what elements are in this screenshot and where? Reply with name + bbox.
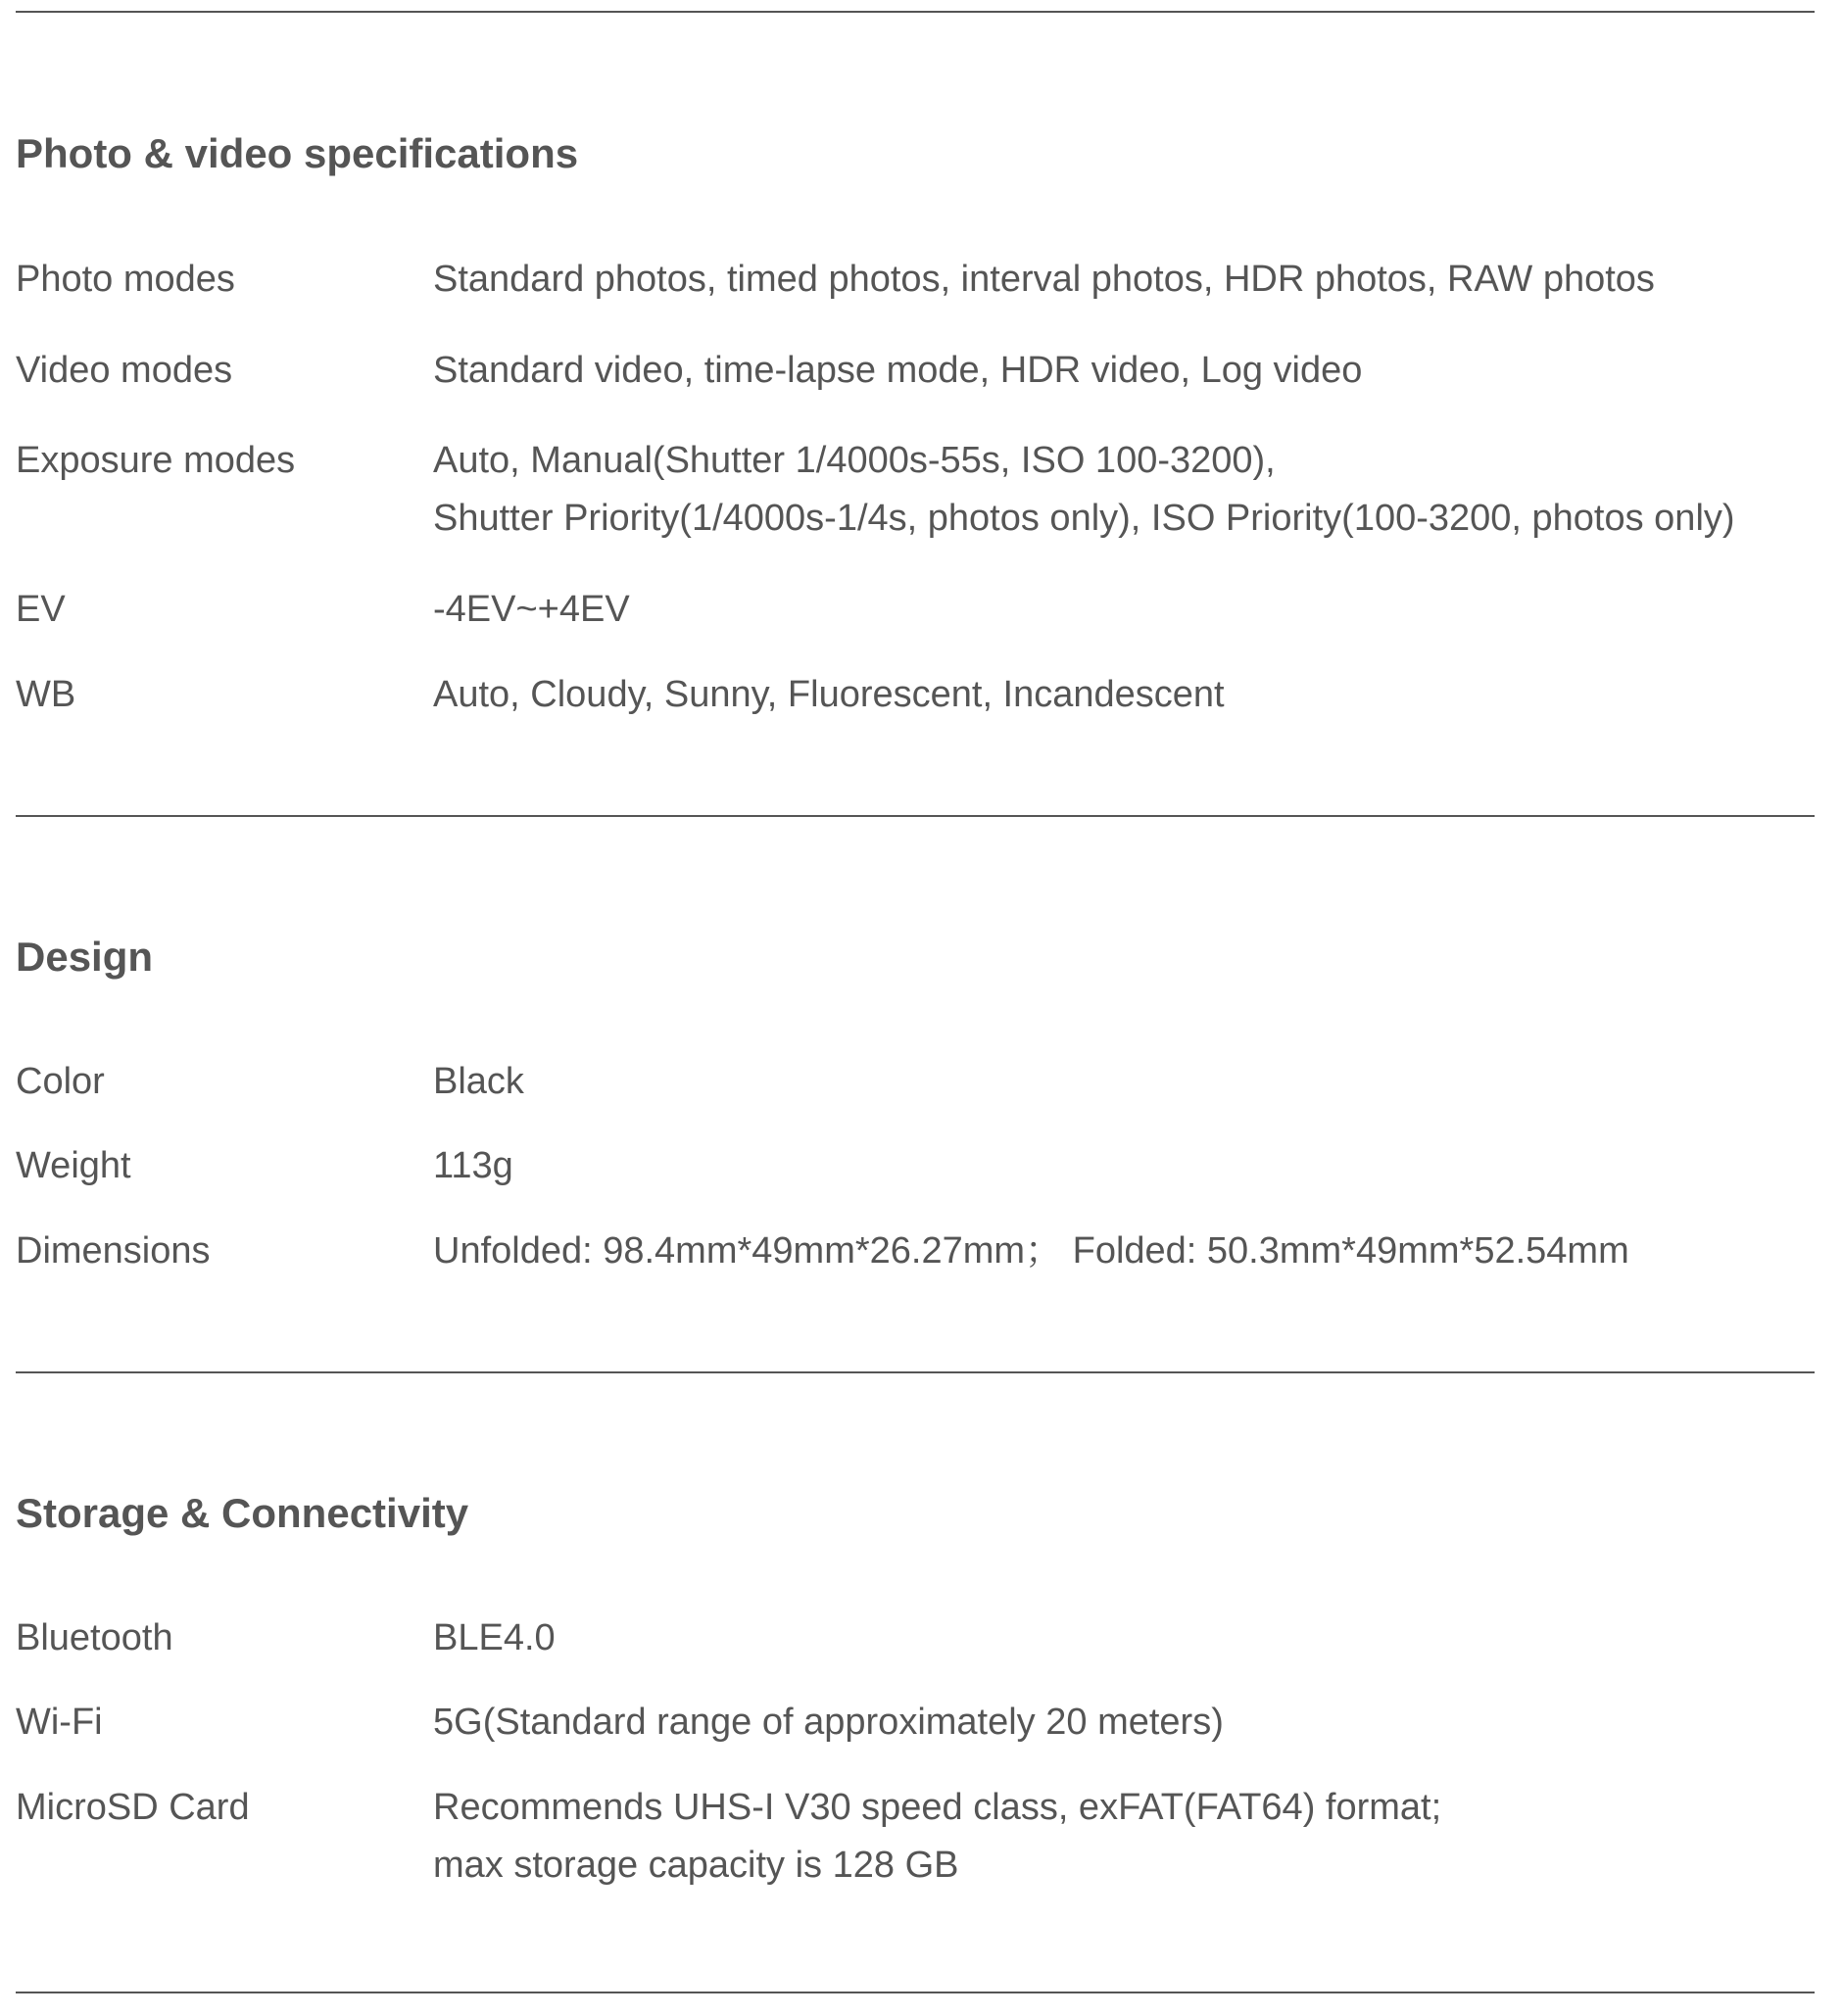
spec-label-exposure-modes: Exposure modes (16, 440, 296, 481)
spec-value-color: Black (433, 1061, 524, 1102)
divider-section-1 (16, 815, 1815, 817)
section-heading-storage-connectivity: Storage & Connectivity (16, 1490, 469, 1536)
spec-value-weight: 113g (433, 1145, 513, 1186)
spec-value-ev: -4EV~+4EV (433, 589, 630, 630)
spec-label-bluetooth: Bluetooth (16, 1617, 173, 1658)
spec-label-microsd-card: MicroSD Card (16, 1787, 250, 1828)
spec-label-wifi: Wi-Fi (16, 1702, 103, 1743)
section-heading-design: Design (16, 934, 154, 980)
spec-label-weight: Weight (16, 1145, 131, 1186)
spec-value-exposure-modes-line1: Auto, Manual(Shutter 1/4000s-55s, ISO 100-3200), (433, 440, 1276, 481)
spec-label-dimensions: Dimensions (16, 1230, 211, 1272)
divider-top (16, 11, 1815, 13)
spec-value-wifi: 5G(Standard range of approximately 20 meters) (433, 1702, 1224, 1743)
spec-value-microsd-card-line2: max storage capacity is 128 GB (433, 1845, 959, 1886)
spec-value-photo-modes: Standard photos, timed photos, interval photos, HDR photos, RAW photos (433, 259, 1655, 300)
spec-value-wb: Auto, Cloudy, Sunny, Fluorescent, Incandescent (433, 674, 1225, 715)
divider-section-2 (16, 1371, 1815, 1373)
spec-label-ev: EV (16, 589, 66, 630)
spec-value-video-modes: Standard video, time-lapse mode, HDR video, Log video (433, 350, 1363, 391)
spec-label-color: Color (16, 1061, 105, 1102)
spec-label-video-modes: Video modes (16, 350, 233, 391)
spec-value-bluetooth: BLE4.0 (433, 1617, 556, 1658)
section-heading-photo-video: Photo & video specifications (16, 130, 579, 176)
divider-bottom (16, 1992, 1815, 1993)
spec-value-dimensions: Unfolded: 98.4mm*49mm*26.27mm； Folded: 50.3mm*49mm*52.54mm (433, 1230, 1629, 1272)
spec-label-photo-modes: Photo modes (16, 259, 235, 300)
spec-label-wb: WB (16, 674, 76, 715)
spec-value-microsd-card-line1: Recommends UHS-I V30 speed class, exFAT(FAT64) format; (433, 1787, 1442, 1828)
spec-value-exposure-modes-line2: Shutter Priority(1/4000s-1/4s, photos only), ISO Priority(100-3200, photos only) (433, 498, 1735, 539)
